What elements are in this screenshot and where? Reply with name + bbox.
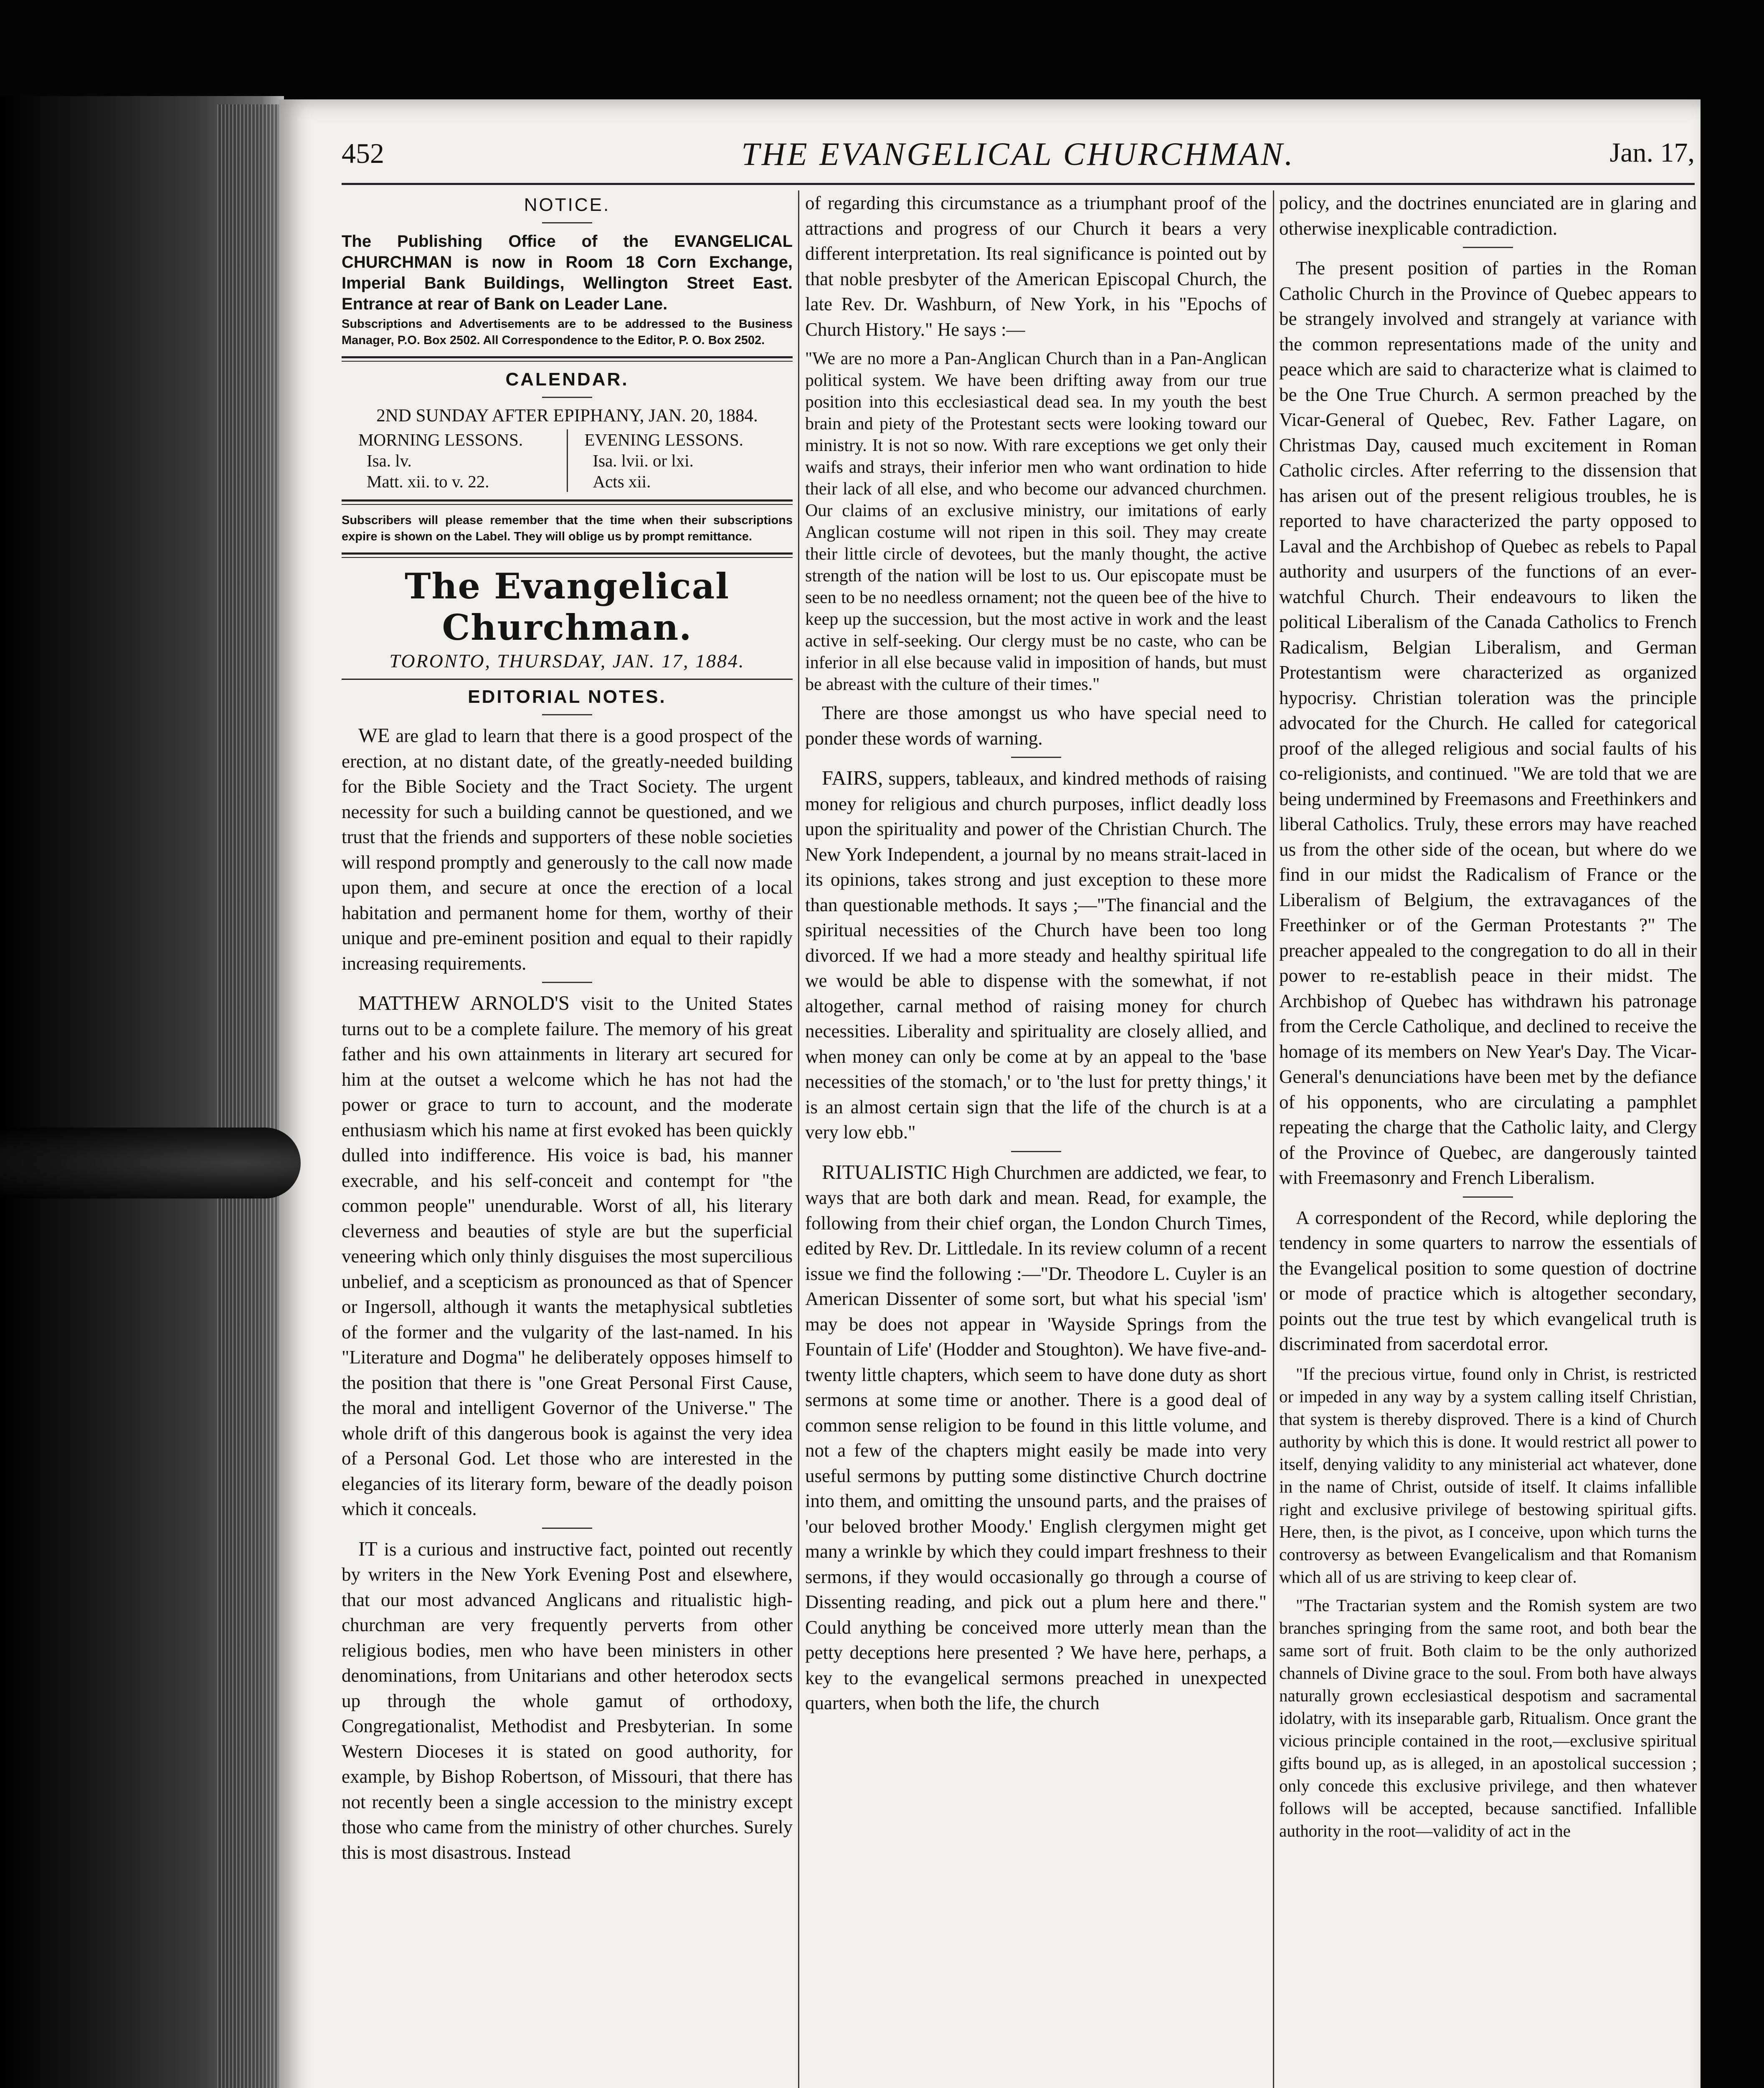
morning-lesson-2: Matt. xii. to v. 22. (367, 472, 489, 491)
masthead-dateline: TORONTO, THURSDAY, JAN. 17, 1884. (389, 650, 745, 672)
editorial-paragraph (342, 991, 793, 1522)
notice-title: NOTICE. (524, 195, 611, 215)
notice-fine-print: Subscriptions and Advertisements are to be addressed to the Business Manager, P.O. Box 2502. All Correspondence to the Editor, P. O. Box 2502. (342, 317, 793, 347)
running-title: THE EVANGELICAL CHURCHMAN. (741, 136, 1295, 172)
paragraph-text: is a curious and instructive fact, pointed out recently by writers in the New York Evening Post and elsewhere, that our most advanced Anglicans and ritualistic high-churchman are very frequently perverts from other religious bodies, men who have been ministers in other denominations, from Unitarians and other heterodox sects up through the whole gamut of orthodoxy, Congregationalist, Methodist and Presbyterian. In some Western Dioceses it is stated on good authority, for example, by Bishop Robertson, of Missouri, that there has not recently been a single accession to the ministry except those who came from the ministry of other churches. Surely this is most disastrous. Instead (342, 1538, 793, 1863)
rule (342, 679, 793, 680)
evening-lessons-title: EVENING LESSONS. (584, 430, 743, 449)
morning-lesson-1: Isa. lv. (367, 451, 412, 470)
column-2 (805, 190, 1267, 2088)
separator (1011, 757, 1061, 758)
header-date: Jan. 17, (1609, 137, 1695, 168)
paragraph-lead: MATTHEW ARNOLD'S (358, 992, 570, 1014)
separator (542, 1528, 592, 1529)
evening-lessons (568, 429, 793, 492)
separator (542, 982, 592, 983)
newspaper-page (279, 99, 1701, 2088)
evening-lesson-2: Acts xii. (593, 472, 651, 491)
thumb-shadow (0, 1128, 301, 1199)
column-1 (342, 190, 793, 2088)
separator (542, 397, 592, 398)
subscriber-note: Subscribers will please remember that the time when their subscriptions expire is shown on the Label. They will oblige us by prompt remittance. (342, 514, 793, 543)
paragraph-text: suppers, tableaux, and kindred methods of raising money for religious and church purposes, inflict deadly loss upon the spirituality and power of the Christian Church. The New York Independent, a journal by no means strait-laced in its opinions, takes strong and just exception to these more than questionable methods. It says ;—"The financial and the spiritual necessities of the Church have been too long divorced. If we had a more steady and healthy spiritual life we would be able to dispense with the somewhat, if not altogether, carnal method of raising money for church necessities. Liberality and spirituality are closely allied, and when money can only be come at by an appeal to the 'base necessities of the stomach,' or to 'the lust for pretty things,' it is an almost certain sign that the life of the church is at a very low ebb." (805, 768, 1267, 1143)
separator (1011, 1151, 1061, 1152)
notice-body: The Publishing Office of the EVANGELICAL CHURCHMAN is now in Room 18 Corn Exchange, Imperial Bank Buildings, Wellington Street East. Entrance at rear of Bank on Leader Lane. (342, 232, 793, 313)
column-rule-1 (798, 190, 799, 2088)
correspondent-quote: "If the precious virtue, found only in Christ, is restricted or impeded in any way by a system calling itself Christian, that system is thereby disproved. There is a kind of Church authority by which this is done. It would restrict all power to itself, denying validity to any ministerial act whatever, done in the name of Christ, outside of itself. It claims infallible right and exclusive privilege of bestowing spiritual gifts. Here, then, is the pivot, as I conceive, upon which turns the controversy as between Evangelicalism and that Romanism which all of us are striving to keep clear of. (1279, 1364, 1697, 1586)
article-paragraph: There are those amongst us who have special need to ponder these words of warning. (805, 702, 1267, 749)
column-rule-2 (1273, 190, 1274, 2088)
column-3 (1279, 190, 1697, 2088)
page-edges (217, 104, 280, 2088)
calendar-sunday: 2ND SUNDAY AFTER EPIPHANY, JAN. 20, 1884. (376, 406, 758, 426)
editorial-paragraph (342, 1536, 793, 1865)
editorial-title: EDITORIAL NOTES. (468, 687, 667, 707)
article-paragraph: policy, and the doctrines enunciated are in glaring and otherwise inexplicable contradiction. (1279, 193, 1697, 239)
paragraph-lead: RITUALISTIC (822, 1161, 947, 1183)
morning-lessons-title: MORNING LESSONS. (358, 430, 523, 449)
article-paragraph: of regarding this circumstance as a triumphant proof of the attractions and progress of our Church it bears a very different interpretation. Its real significance is pointed out by that noble presbyter of the American Episcopal Church, the late Rev. Dr. Washburn, of New York, in his "Epochs of Church History." He says :— (805, 193, 1267, 340)
separator (1463, 1196, 1513, 1198)
correspondent-quote: "The Tractarian system and the Romish system are two branches springing from the same root, and both bear the same sort of fruit. Both claim to be the only authorized channels of Divine grace to the soul. From both have always naturally grown ecclesiastical despotism and sacramental idolatry, with its inseparable garb, Ritualism. Once grant the vicious principle contained in the root,—exclusive spiritual gifts bound up, as is alleged, in an apostolical succession ; only concede this exclusive privilege, and then whatever follows will be accepted, because sanctified. Infallible authority in the root—validity of act in the (1279, 1595, 1697, 1840)
paragraph-text: visit to the United States turns out to be a complete failure. The memory of his great father and his own attainments in literary art secured for him at the outset a welcome which he has not had the power or grace to turn to account, and the moderate enthusiasm which his name at first evoked has been quickly dulled into indifference. His voice is bad, his manner execrable, and his self-conceit and contempt for "the common people" unendurable. Worst of all, his literary cleverness and beauties of style are but the superficial veneering which only thinly disguises the most supercilious unbelief, and a scepticism as pronounced as that of Spencer or Ingersoll, although it wants the metaphysical subtleties of the former and the vulgarity of the last-named. In his "Literature and Dogma" he deliberately opposes himself to the position that there is "one Great Personal First Cause, the moral and intelligent Governor of the Universe." The whole drift of this dangerous book is against the very idea of a Personal God. Let those who are interested in the elegancies of its literary form, beware of the deadly poison which it conceals. (342, 993, 793, 1519)
masthead-title: The Evangelical Churchman. (404, 565, 730, 648)
article-paragraph (805, 1160, 1267, 1716)
separator (1463, 247, 1513, 248)
washburn-quote: "We are no more a Pan-Anglican Church than in a Pan-Anglican political system. We have been drifting away from our true position into this ecclesiastical dead sea. In my youth the best brain and piety of the Protestant sects were looking toward our ministry. It is not so now. With rare exceptions we get only their waifs and strays, their inferior men who want ordination to hide their lack of all else, and who become our advanced churchmen. Our claims of an exclusive ministry, our imitations of early Anglican costume will not ripen in this soil. They may create their little circle of devotees, but the manly thought, the active strength of the nation will be lost to us. Our episcopate must be seen to be no needless ornament; not the queen bee of the hive to keep up the succession, but the most active in work and the least active in self-seeking. Our clergy must be no caste, who can be inferior in all else because valid in imposition of hands, but must be abreast with the culture of their times." (805, 349, 1267, 694)
double-rule (342, 356, 793, 362)
double-rule (342, 499, 793, 505)
separator (542, 222, 592, 223)
separator (542, 714, 592, 715)
article-paragraph: The present position of parties in the Roman Catholic Church in the Province of Quebec appears to be strangely involved and strangely at variance with the common representations made of the unity and peace which are said to characterize what is claimed to be the One True Church. A sermon preached by the Vicar-General of Quebec, Rev. Father Lagare, on Christmas Day, caused much excitement in Roman Catholic circles. After referring to the dissension that has arisen out of the present religious troubles, he is reported to have characterized the party opposed to Laval and the Archbishop of Quebec as rebels to Papal authority and usurpers of the functions of an ever-watchful Church. Their endeavours to liken the political Liberalism of the Canada Catholics to French Radicalism, Belgian Liberalism, and German Protestantism were characterized as organized hypocrisy. Christian toleration was the principle advocated for the Church. He called for categorical proof of the alleged religious and social faults of his co-religionists, and continued. "We are told that we are being undermined by Freemasons and Freethinkers and liberal Catholics. Truly, these errors may have reached us from the other side of the ocean, but where do we find in our midst the Radicalism of France or the Liberalism of Belgium, the extravagances of the Freethinker or of the German Protestants ?" The preacher appealed to the congregation to do all in their power to re-establish peace in their midst. The Archbishop of Quebec has withdrawn his patronage from the Cercle Catholique, and declined to receive the homage of its members on New Year's Day. The Vicar-General's denunciations have been met by the defiance of his opponents, who are circulating a pamphlet repeating the charge that the Catholic laity, and Clergy of the Province of Quebec, are dangerously tainted with Freemasonry and French Liberalism. (1279, 258, 1697, 1188)
double-rule (342, 552, 793, 558)
article-paragraph: A correspondent of the Record, while deploring the tendency in some quarters to narrow the essentials of the Evangelical position to some question of doctrine or mode of practice which is altogether secondary, points out the true test by which evangelical truth is discriminated from sacerdotal error. (1279, 1207, 1697, 1354)
paragraph-text: are glad to learn that there is a good prospect of the erection, at no distant date, of the greatly-needed building for the Bible Society and the Tract Society. The urgent necessity for such a building cannot be questioned, and we trust that the friends and supporters of these noble societies will respond promptly and generously to the call now made upon them, and secure at once the erection of a local habitation and permanent home for them, worthy of their unique and pre-eminent position and equal to their rapidly increasing requirements. (342, 725, 793, 974)
morning-lessons (342, 429, 568, 492)
paragraph-lead: FAIRS, (822, 767, 883, 789)
paragraph-lead: IT (358, 1537, 378, 1560)
article-paragraph (805, 765, 1267, 1145)
calendar-title: CALENDAR. (505, 369, 629, 390)
paragraph-text: High Churchmen are addicted, we fear, to ways that are both dark and mean. Read, for example, the following from their chief organ, the London Church Times, edited by Rev. Dr. Littledale. In its review column of a recent issue we find the following :—"Dr. Theodore L. Cuyler is an American Dissenter of some sort, but what his special 'ism' may be does not appear in 'Wayside Springs from the Fountain of Life' (Hodder and Stoughton). We have five-and-twenty little chapters, which seem to have done duty as short sermons at some time or another. There is a good deal of common sense religion to be found in this little volume, and not a few of the chapters might easily be made into very useful sermons by putting some distinctive Church doctrine into them, and omitting the unsound parts, and the praises of 'our beloved brother Moody.' English clergymen might get many a wrinkle by which they could impart freshness to their sermons, if they would occasionally go through a course of Dissenting reading, and pick out a plum here and there." Could anything be conceived more utterly mean than the petty deceptions here presented ? We have here, perhaps, a key to the evangelical sermons preached in unexpected quarters, when both the life, the church (805, 1162, 1267, 1713)
page-header (342, 120, 1695, 185)
editorial-paragraph (342, 723, 793, 976)
paragraph-lead: WE (358, 724, 390, 747)
evening-lesson-1: Isa. lvii. or lxi. (593, 451, 694, 470)
lessons-table (342, 429, 793, 492)
page-number: 452 (342, 137, 384, 169)
